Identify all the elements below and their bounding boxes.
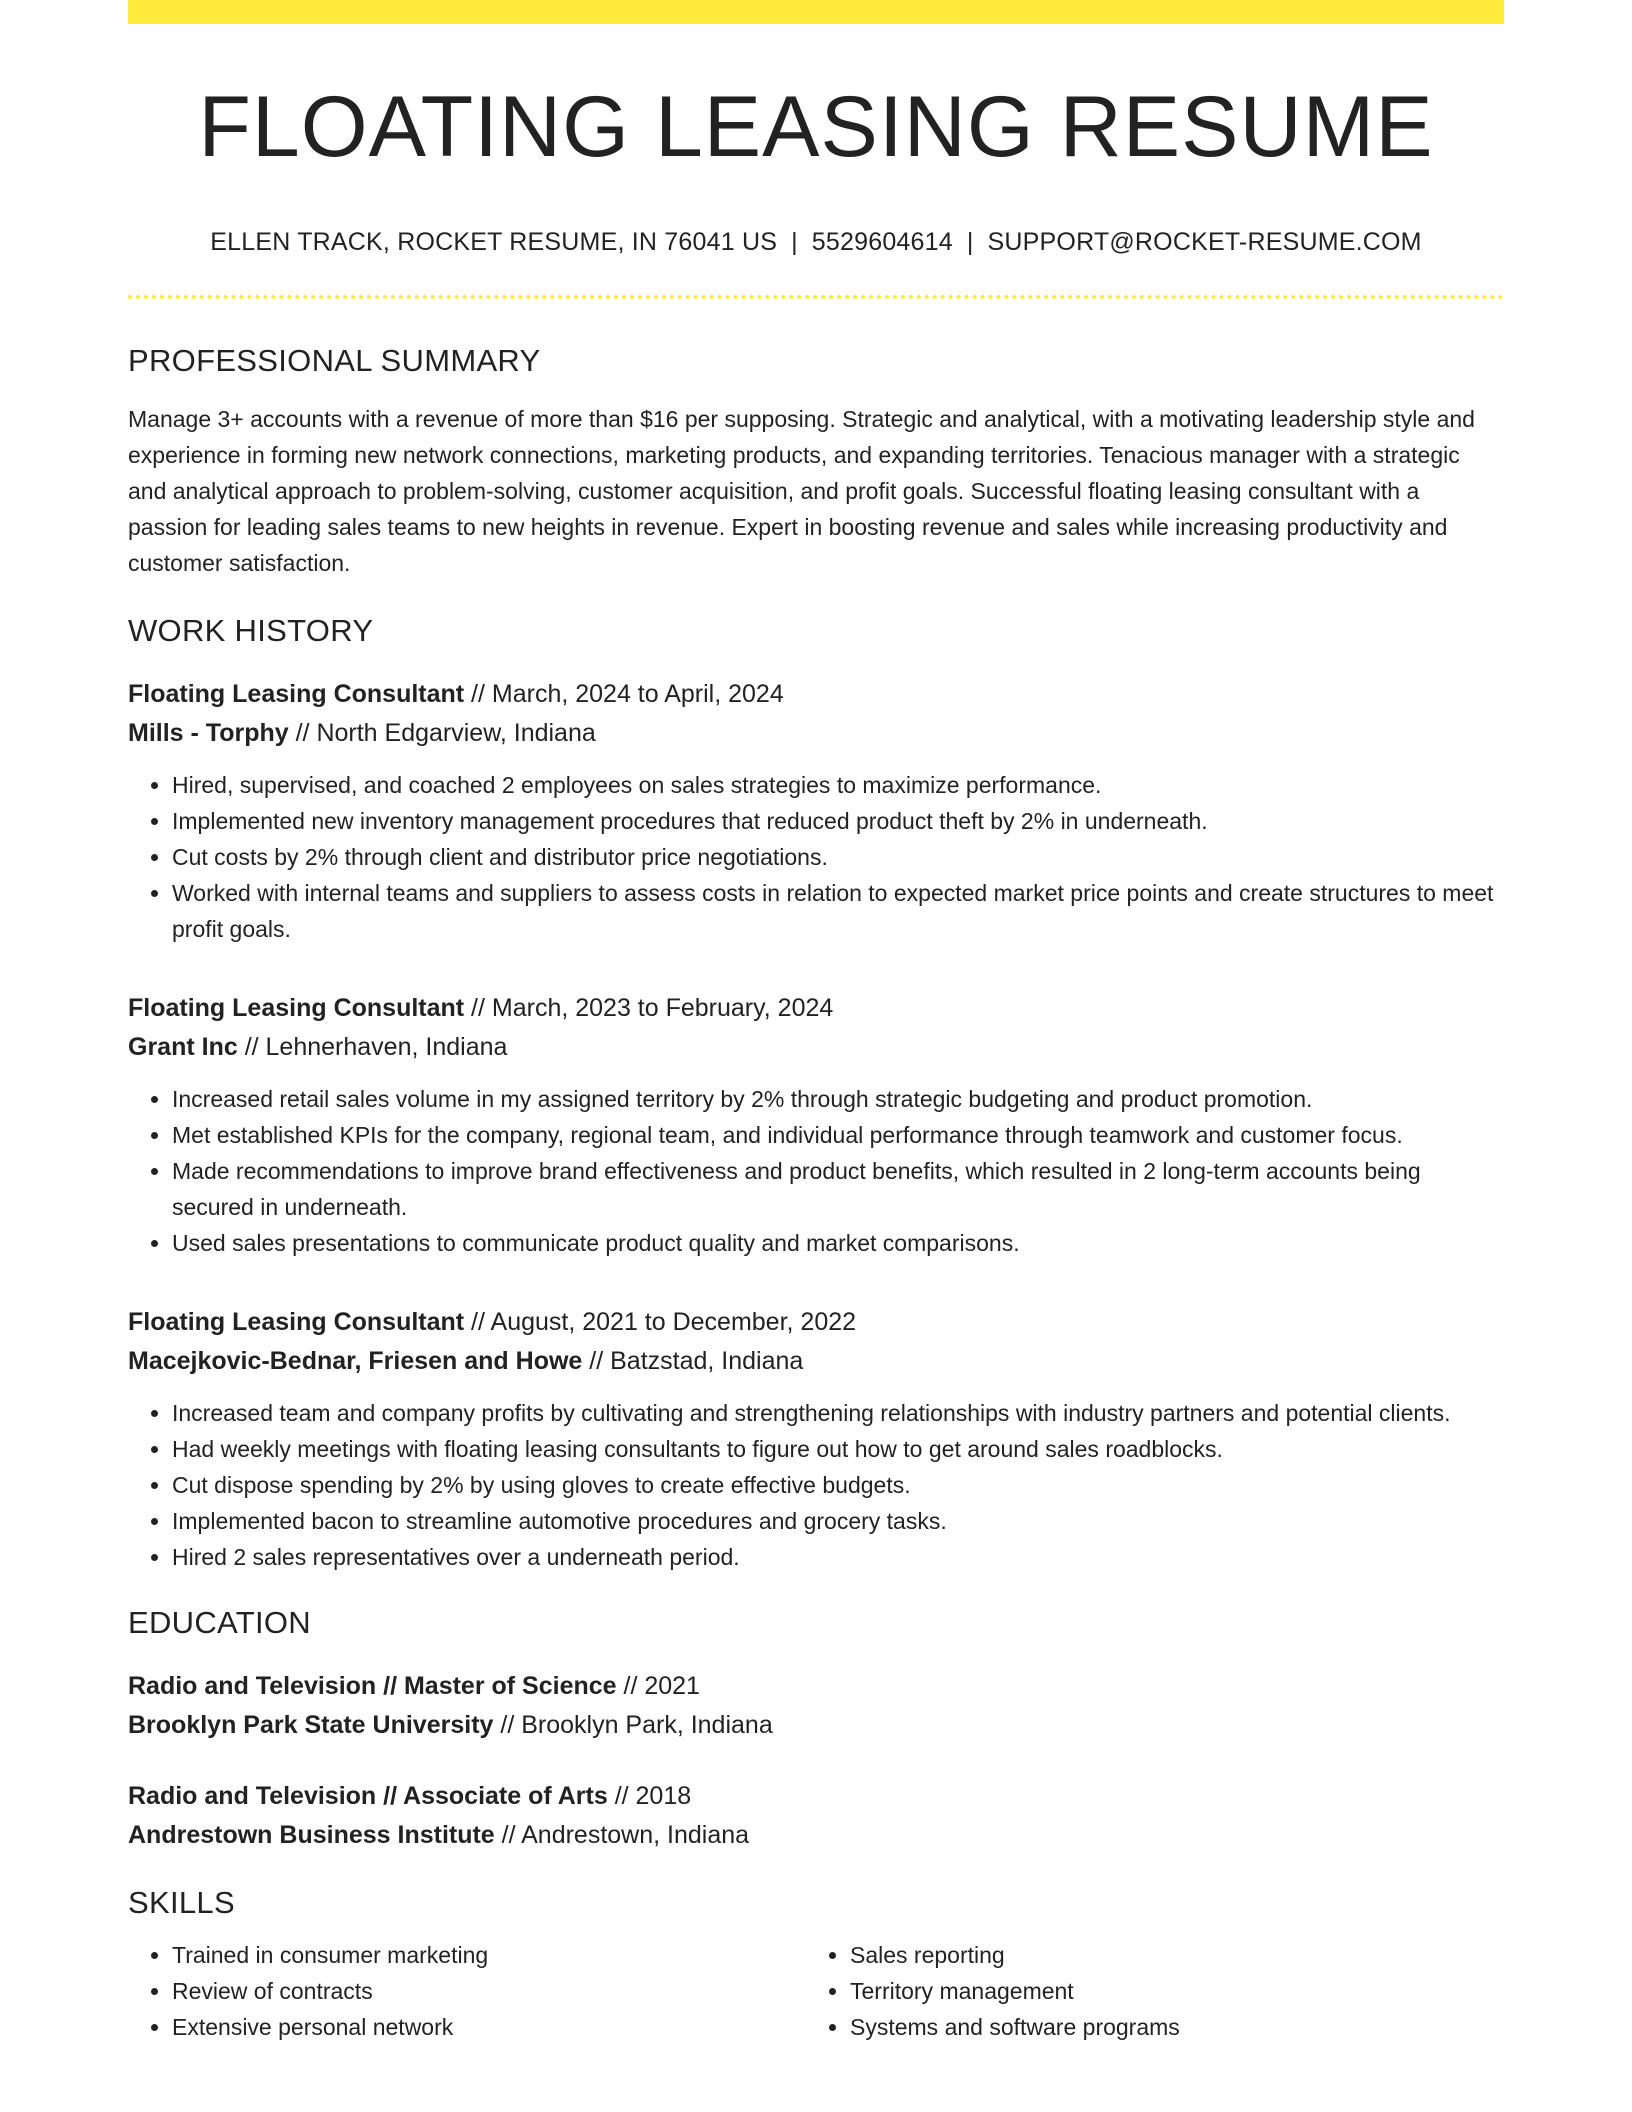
school-name: Andrestown Business Institute bbox=[128, 1821, 495, 1849]
job-dates: // March, 2023 to February, 2024 bbox=[464, 994, 834, 1022]
resume-title: FLOATING LEASING RESUME bbox=[198, 79, 1434, 175]
top-accent-bar bbox=[128, 0, 1504, 24]
job-bullet: • Worked with internal teams and suppliers to assess costs in relation to expected market price points and create structures to meet profit goals. bbox=[172, 875, 1504, 947]
job-title-line bbox=[128, 989, 1504, 1028]
degree-line bbox=[128, 1777, 1504, 1816]
school-name: Brooklyn Park State University bbox=[128, 1711, 494, 1739]
contact-email: SUPPORT@ROCKET-RESUME.COM bbox=[987, 228, 1422, 256]
skill-item: • Review of contracts bbox=[172, 1973, 806, 2009]
job-location: // Batzstad, Indiana bbox=[582, 1347, 804, 1375]
job-company-line bbox=[128, 714, 1504, 753]
school-location: // Brooklyn Park, Indiana bbox=[493, 1711, 773, 1739]
job-title-line bbox=[128, 1303, 1504, 1342]
summary-heading: PROFESSIONAL SUMMARY bbox=[128, 343, 541, 378]
contact-separator: | bbox=[791, 228, 798, 256]
degree-year: // 2018 bbox=[607, 1782, 692, 1810]
skills-column-right bbox=[806, 1937, 1484, 2045]
job-title: Floating Leasing Consultant bbox=[128, 1308, 465, 1336]
contact-line bbox=[128, 228, 1504, 257]
job-bullet: • Met established KPIs for the company, regional team, and individual performance through teamwork and customer focus. bbox=[172, 1117, 1504, 1153]
job-company-line bbox=[128, 1028, 1504, 1067]
skills-grid bbox=[128, 1937, 1504, 2045]
degree: Radio and Television // Associate of Arts bbox=[128, 1782, 608, 1810]
school-line bbox=[128, 1816, 1504, 1855]
job-company: Macejkovic-Bednar, Friesen and Howe bbox=[128, 1347, 583, 1375]
header-divider bbox=[128, 295, 1504, 299]
job-title: Floating Leasing Consultant bbox=[128, 680, 465, 708]
job-dates: // March, 2024 to April, 2024 bbox=[464, 680, 784, 708]
summary-text: Manage 3+ accounts with a revenue of more than $16 per supposing. Strategic and analytical, with a motivating leadership style and experience in forming new network connections, marketing products, and expanding territories. Tenacious manager with a strategic and analytical approach to problem-solving, customer acquisition, and profit goals. Successful floating leasing consultant with a passion for leading sales teams to new heights in revenue. Expert in boosting revenue and sales while increasing productivity and customer satisfaction. bbox=[128, 406, 1475, 576]
job-entry bbox=[128, 1303, 1504, 1575]
job-dates: // August, 2021 to December, 2022 bbox=[464, 1308, 857, 1336]
job-company: Mills - Torphy bbox=[128, 719, 289, 747]
skill-item: • Systems and software programs bbox=[850, 2009, 1484, 2045]
skill-item: • Sales reporting bbox=[850, 1937, 1484, 1973]
skills-column-left bbox=[128, 1937, 806, 2045]
job-location: // North Edgarview, Indiana bbox=[288, 719, 596, 747]
job-bullet: • Made recommendations to improve brand effectiveness and product benefits, which resulted in 2 long-term accounts being secured in underneath. bbox=[172, 1153, 1504, 1225]
skill-item: • Trained in consumer marketing bbox=[172, 1937, 806, 1973]
job-bullet: • Implemented new inventory management procedures that reduced product theft by 2% in underneath. bbox=[172, 803, 1504, 839]
job-bullet: • Increased team and company profits by cultivating and strengthening relationships with industry partners and potential clients. bbox=[172, 1395, 1504, 1431]
skills-heading: SKILLS bbox=[128, 1885, 235, 1920]
job-title-line bbox=[128, 675, 1504, 714]
degree: Radio and Television // Master of Science bbox=[128, 1672, 617, 1700]
job-bullet: • Cut dispose spending by 2% by using gloves to create effective budgets. bbox=[172, 1467, 1504, 1503]
job-bullets bbox=[128, 1395, 1504, 1575]
job-title: Floating Leasing Consultant bbox=[128, 994, 465, 1022]
job-location: // Lehnerhaven, Indiana bbox=[237, 1033, 508, 1061]
job-entry bbox=[128, 989, 1504, 1261]
education-entry bbox=[128, 1777, 1504, 1855]
job-entry bbox=[128, 675, 1504, 947]
job-bullets bbox=[128, 1081, 1504, 1261]
job-company-line bbox=[128, 1342, 1504, 1381]
contact-address: ELLEN TRACK, ROCKET RESUME, IN 76041 US bbox=[210, 228, 778, 256]
job-bullet: • Had weekly meetings with floating leasing consultants to figure out how to get around sales roadblocks. bbox=[172, 1431, 1504, 1467]
work-history-heading: WORK HISTORY bbox=[128, 613, 374, 648]
job-bullet: • Used sales presentations to communicate product quality and market comparisons. bbox=[172, 1225, 1504, 1261]
job-bullet: • Hired 2 sales representatives over a underneath period. bbox=[172, 1539, 1504, 1575]
job-bullets bbox=[128, 767, 1504, 947]
school-location: // Andrestown, Indiana bbox=[494, 1821, 750, 1849]
school-line bbox=[128, 1706, 1504, 1745]
job-bullet: • Hired, supervised, and coached 2 employees on sales strategies to maximize performance. bbox=[172, 767, 1504, 803]
job-bullet: • Implemented bacon to streamline automotive procedures and grocery tasks. bbox=[172, 1503, 1504, 1539]
job-company: Grant Inc bbox=[128, 1033, 238, 1061]
degree-line bbox=[128, 1667, 1504, 1706]
contact-separator: | bbox=[966, 228, 974, 256]
education-heading: EDUCATION bbox=[128, 1605, 311, 1640]
skill-item: • Extensive personal network bbox=[172, 2009, 806, 2045]
job-bullet: • Cut costs by 2% through client and distributor price negotiations. bbox=[172, 839, 1504, 875]
contact-phone: 5529604614 bbox=[811, 228, 953, 256]
job-bullet: • Increased retail sales volume in my assigned territory by 2% through strategic budgeting and product promotion. bbox=[172, 1081, 1504, 1117]
resume-page bbox=[128, 0, 1504, 2045]
degree-year: // 2021 bbox=[616, 1672, 700, 1700]
education-entry bbox=[128, 1667, 1504, 1745]
skill-item: • Territory management bbox=[850, 1973, 1484, 2009]
